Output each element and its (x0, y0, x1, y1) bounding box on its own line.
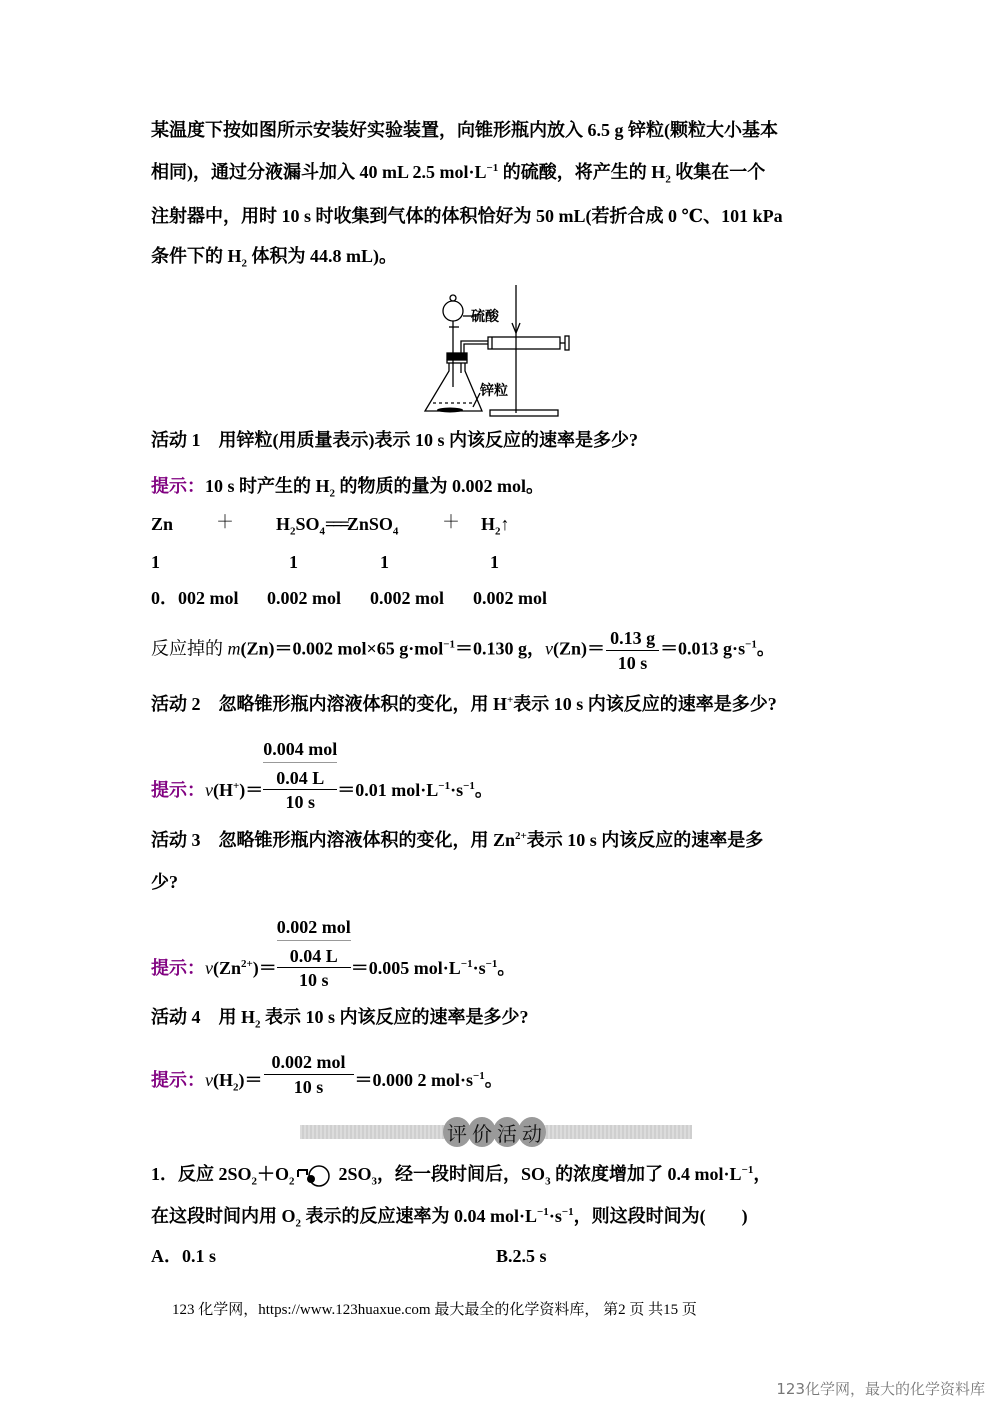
activity1-hint (151, 474, 544, 498)
intro-line-3 (151, 204, 783, 228)
syringe-barrel (488, 337, 560, 349)
equation-plus: ＋ (442, 512, 460, 532)
result: ＝0.005 mol·L (350, 958, 461, 978)
hint-text: 的物质的量为 0.002 mol。 (335, 476, 545, 496)
denominator: 10 s (617, 653, 648, 673)
species: (H (213, 1070, 233, 1090)
superscript: −1 (745, 638, 757, 651)
result: ·s (472, 958, 486, 978)
option-b: B.2.5 s (496, 1246, 547, 1266)
calc-text: 。 (756, 638, 775, 659)
banner-char: 活 (493, 1117, 521, 1147)
subscript: 2 (255, 1018, 261, 1031)
section-banner-title (443, 1117, 543, 1149)
result: ＝0.01 mol·L (337, 780, 439, 800)
zinc-granules (437, 408, 463, 413)
activity-title-text: 表示 10 s 内该反应的速率是多少? (513, 694, 777, 714)
equation-plus: ＋ (216, 512, 234, 532)
superscript: −1 (463, 780, 475, 792)
equals: === (325, 514, 347, 534)
var-v: v (205, 958, 213, 978)
activity3-title (151, 828, 763, 852)
species: (Zn (213, 958, 242, 978)
superscript: −1 (561, 1206, 574, 1218)
amount: 0．002 mol (151, 588, 239, 608)
species: )＝ (239, 780, 264, 800)
calc-text: 反应掉的 (151, 638, 228, 659)
var-v: v (205, 780, 213, 800)
question-text: ， (753, 1164, 772, 1184)
mid-denominator: 0.04 L (277, 940, 351, 968)
calc-text: ＝0.013 g·s (660, 638, 746, 659)
activity-title-text: 表示 10 s 内该反应的速率是多少? (260, 1007, 529, 1027)
fraction (264, 1050, 354, 1099)
activity4-hint (151, 1050, 503, 1099)
question-text: 的浓度增加了 0.4 mol·L (550, 1164, 742, 1184)
superscript: −1 (473, 1070, 485, 1082)
banner-char: 动 (518, 1117, 546, 1147)
calc-text: (Zn)＝0.002 mol×65 g·mol (240, 638, 444, 659)
equation-zn: Zn (151, 514, 174, 534)
question1-line1 (151, 1162, 771, 1187)
subscript: 2 (233, 1081, 239, 1094)
intro-line-4 (151, 244, 397, 268)
denominator: 10 s (299, 970, 329, 990)
activity-title-text: 活动 3 忽略锥形瓶内溶液体积的变化，用 Zn (151, 830, 516, 850)
intro-text: 某温度下按如图所示安装好实验装置，向锥形瓶内放入 6.5 g 锌粒(颗粒大小基本 (151, 120, 778, 140)
subscript: 2 (329, 487, 336, 500)
superscript: −1 (443, 638, 456, 651)
question-text: 在这段时间内用 O (151, 1206, 296, 1226)
question-text: 表示的反应速率为 0.04 mol·L (301, 1206, 538, 1226)
subscript: 2 (665, 173, 671, 186)
subscript: 2 (241, 257, 248, 270)
intro-text: 条件下的 H (151, 246, 242, 266)
compound-fraction (277, 914, 351, 992)
superscript: −1 (438, 780, 451, 792)
intro-text: 收集在一个 (670, 162, 766, 182)
result: 。 (484, 1070, 503, 1090)
watermark: 123化学网，最大的化学资料库 (776, 1380, 985, 1398)
superscript: −1 (486, 162, 499, 174)
superscript: + (233, 780, 240, 792)
result: ＝0.000 2 mol·s (354, 1070, 474, 1090)
activity-title-text: 活动 4 用 H (151, 1007, 256, 1027)
coefficient: 1 (289, 552, 298, 572)
activity1-title (151, 428, 638, 452)
equation-h2so4: $H_2SO_4===ZnSO_4$ (276, 514, 399, 538)
question1-line2 (151, 1204, 748, 1228)
intro-text: 相同)，通过分液漏斗加入 40 mL 2.5 mol·L (151, 162, 487, 182)
hint-label: 提示： (151, 958, 205, 978)
equation-h2: $H_2↑$ (481, 514, 510, 538)
denominator: 10 s (285, 792, 316, 812)
calc-text: ＝0.130 g， (455, 638, 546, 659)
activity2-title (151, 692, 777, 716)
label-acid: 硫酸 (471, 309, 499, 325)
superscript: −1 (485, 958, 498, 970)
subscript: 2 (289, 1175, 295, 1188)
superscript: −1 (741, 1164, 754, 1176)
var-m: m (227, 638, 241, 659)
species: )＝ (238, 1070, 263, 1090)
option-a: A．0.1 s (151, 1246, 217, 1266)
intro-line-1 (151, 118, 778, 142)
fraction (606, 626, 659, 675)
activity2-hint (151, 736, 493, 814)
numerator: 0.004 mol (263, 739, 338, 759)
banner-char: 评 (443, 1117, 471, 1147)
amount: 0.002 mol (370, 588, 444, 608)
activity-title-text: 表示 10 s 内该反应的速率是多 (526, 830, 764, 850)
numerator: 0.002 mol (276, 917, 351, 937)
result: 。 (497, 958, 516, 978)
subscript: 2 (295, 1217, 302, 1230)
intro-text: 的硫酸，将产生的 H (498, 162, 666, 182)
banner-char: 价 (468, 1117, 496, 1147)
activity3-title-cont: 少? (151, 872, 178, 892)
gas-arrow-icon: ↑ (500, 514, 510, 534)
activity4-title (151, 1005, 529, 1029)
amount: 0.002 mol (473, 588, 547, 608)
coefficient: 1 (380, 552, 389, 572)
numerator: 0.13 g (606, 626, 659, 651)
activity1-calc (151, 626, 775, 675)
hint-label: 提示： (151, 780, 205, 800)
intro-line-2 (151, 160, 765, 184)
question-text: ，经一段时间后，SO (377, 1164, 546, 1184)
denominator: 10 s (293, 1077, 324, 1097)
delivery-tube (464, 344, 488, 353)
question-text: ＋O (257, 1164, 290, 1184)
subscript: 3 (545, 1175, 551, 1188)
mid-denominator: 0.04 L (263, 762, 337, 790)
activity-title-text: 活动 1 用锌粒(用质量表示)表示 10 s 内该反应的速率是多少? (151, 430, 638, 450)
var-v: v (545, 638, 554, 659)
activity-title-text: 活动 2 忽略锥形瓶内溶液体积的变化，用 H (151, 694, 507, 714)
hint-label: 提示： (151, 1070, 205, 1090)
numerator: 0.002 mol (264, 1050, 354, 1075)
intro-text: 注射器中，用时 10 s 时收集到气体的体积恰好为 50 mL(若折合成 0 ℃、101 kPa (151, 206, 783, 226)
species: (H (213, 780, 233, 800)
coefficient: 1 (490, 552, 499, 572)
subscript: 2 (251, 1175, 258, 1188)
question-text: 2SO (338, 1164, 372, 1184)
var-v: v (205, 1070, 213, 1090)
amount: 0.002 mol (267, 588, 341, 608)
subscript: 3 (371, 1175, 378, 1188)
coefficient: 1 (151, 552, 160, 572)
reversible-arrow-icon (295, 1165, 339, 1187)
syringe-plunger (565, 336, 569, 350)
stand-base (490, 410, 558, 416)
superscript: 2+ (241, 958, 253, 970)
hint-text: 10 s 时产生的 H (205, 476, 330, 496)
intro-text: 体积为 44.8 mL)。 (247, 246, 398, 266)
label-zinc: 锌粒 (480, 383, 508, 399)
superscript: 2+ (515, 830, 527, 842)
result: ·s (450, 780, 464, 800)
superscript: −1 (460, 958, 473, 970)
species: )＝ (252, 958, 277, 978)
page-footer: 123 化学网，https://www.123huaxue.com 最大最全的化学资料库， 第2 页 共15 页 (172, 1302, 697, 1318)
activity3-hint (151, 914, 515, 992)
superscript: + (507, 694, 514, 706)
apparatus-diagram (395, 283, 585, 418)
superscript: −1 (537, 1206, 549, 1218)
result: 。 (474, 780, 493, 800)
hint-label: 提示： (151, 476, 205, 496)
question-text: 1．反应 2SO (151, 1164, 252, 1184)
question-text: ，则这段时间为( ) (573, 1206, 748, 1226)
calc-text: (Zn)＝ (553, 638, 606, 659)
compound-fraction (263, 736, 337, 814)
separatory-funnel (443, 301, 463, 321)
question-text: ·s (548, 1206, 562, 1226)
